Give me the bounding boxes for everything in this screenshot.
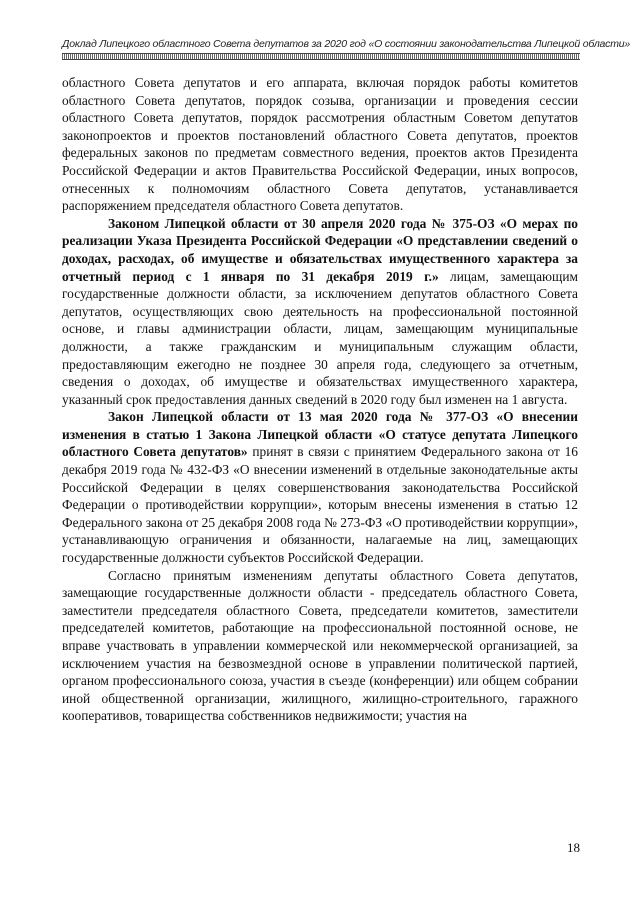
paragraph-3-text: принят в связи с принятием Федерального закона от 16 декабря 2019 года № 432-ФЗ «О внесении изменений в отдельные законодательные акты Российской Федерации в целях совершенствования законодательства Российской Федерации о противодействии коррупции», которым внесены изменения в статью 12 Федерального закона от 25 декабря 2008 года № 273-ФЗ «О противодействии коррупции», устанавливающую ограничения и обязанности, налагаемые на лиц, замещающих государственные должности субъектов Российской Федерации. <box>62 444 578 566</box>
paragraph-4-text: Согласно принятым изменениям депутаты областного Совета депутатов, замещающие государственные должности области - председатель областного Совета, заместители председателя областного Совета, председатели комитетов, заместители председателей комитетов, работающие на профессиональной постоянной основе, не вправе участвовать в управлении коммерческой или некоммерческой организацией, за исключением участия на безвозмездной основе в управлении политической партией, органом профессионального союза, участия в съезде (конференции) или общем собрании иной общественной организации, жилищного, жилищно-строительного, гаражного кооперативов, товарищества собственников недвижимости; участия на <box>62 567 578 724</box>
paragraph-2-text: лицам, замещающим государственные должности области, за исключением депутатов областного Совета депутатов, осуществляющих свою деятельность на профессиональной постоянной основе, и главы администрации области, лицам, замещающим муниципальные должности, а также гражданским и муниципальным служащим области, предоставляющим ежегодно не позднее 30 апреля года, следующего за отчетным, сведения о доходах, об имуществе и обязательствах имущественного характера, указанный срок предоставления данных сведений в 2020 году был изменен на 1 августа. <box>62 268 578 407</box>
paragraph-4 <box>62 567 578 725</box>
document-body <box>62 74 578 725</box>
paragraph-2 <box>62 215 578 409</box>
header-divider <box>62 53 580 60</box>
paragraph-3-bold: Закон Липецкой области от 13 мая 2020 года № 377-ОЗ «О внесении изменения в статью 1 Закона Липецкой области «О статусе депутата Липецкого областного Совета депутатов» <box>62 409 578 460</box>
page-number: 18 <box>567 840 580 855</box>
paragraph-3 <box>62 408 578 566</box>
running-header: Доклад Липецкого областного Совета депутатов за 2020 год «О состоянии законодательства Липецкой области» <box>62 38 631 50</box>
paragraph-1 <box>62 74 578 215</box>
paragraph-2-bold: Законом Липецкой области от 30 апреля 2020 года № 375-ОЗ «О мерах по реализации Указа Президента Российской Федерации «О представлении сведений о доходах, расходах, об имуществе и обязательствах имущественного характера за отчетный период с 1 января по 31 декабря 2019 г.» <box>62 215 578 284</box>
paragraph-1-text: областного Совета депутатов и его аппарата, включая порядок работы комитетов областного Совета депутатов, порядок созыва, организации и проведения сессии областного Совета депутатов, порядок рассмотрения областным Советом депутатов законопроектов и проектов постановлений областного Совета депутатов, проектов федеральных законов по предметам совместного ведения, проектов актов Президента Российской Федерации и актов Правительства Российской Федерации, иных вопросов, отнесенных к полномочиям областного Совета депутатов, устанавливается распоряжением председателя областного Совета депутатов. <box>62 75 578 214</box>
